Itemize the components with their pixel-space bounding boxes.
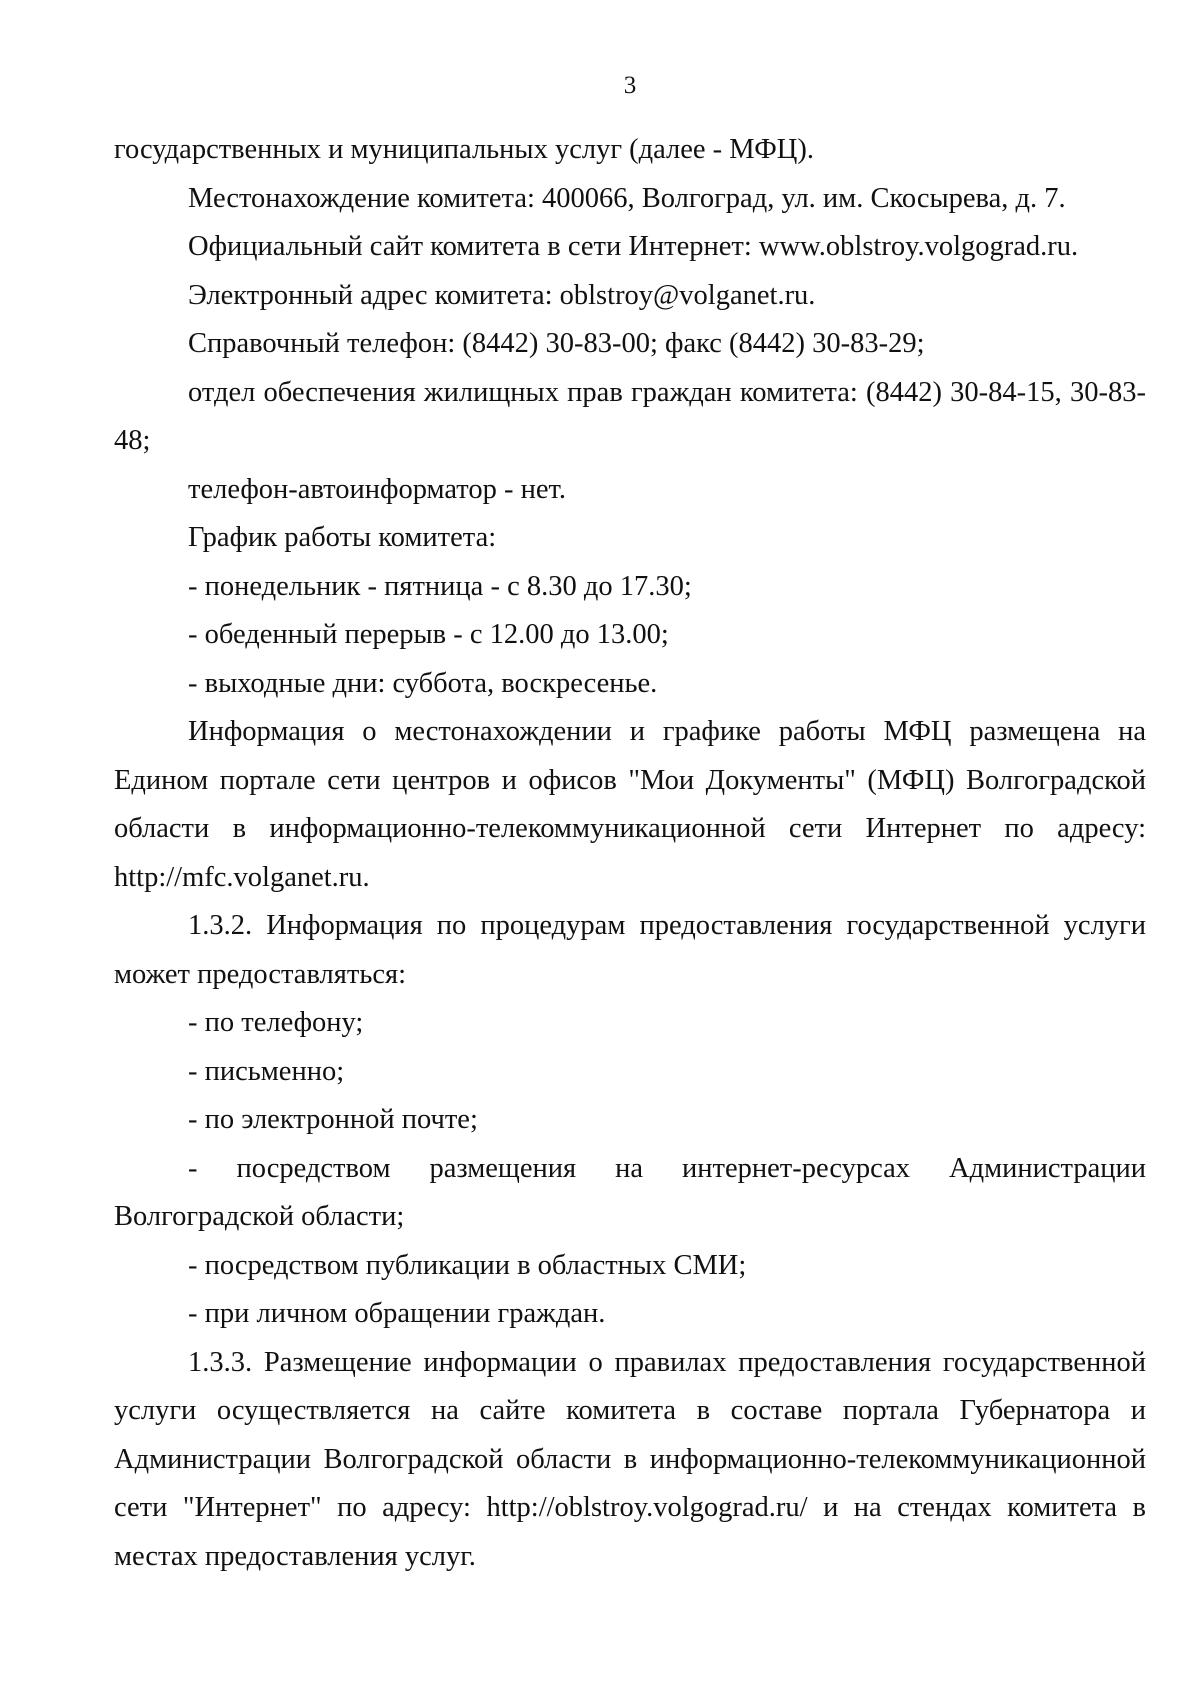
list-item-email: - по электронной почте;: [188, 1104, 478, 1135]
paragraph-website: Официальный сайт комитета в сети Интернет: www.oblstroy.volgograd.ru.: [188, 231, 1079, 262]
paragraph-mfc-info: Информация о местонахождении и графике работы МФЦ размещена на Едином портале сети центров и офисов "Мои Документы" (МФЦ) Волгоградской области в информационно-телекоммуникационной сети Интернет по адресу: http://mfc.volganet.ru.: [114, 716, 1146, 893]
list-item-phone: - по телефону;: [188, 1007, 364, 1038]
document-body: [114, 126, 1146, 1581]
paragraph-schedule-heading: График работы комитета:: [188, 522, 497, 553]
list-item-writing: - письменно;: [188, 1055, 345, 1087]
paragraph-autoinformer: телефон-автоинформатор - нет.: [188, 473, 566, 505]
paragraph-1-3-3: 1.3.3. Размещение информации о правилах предоставления государственной услуги осуществляется на сайте комитета в составе портала Губернатора и Администрации Волгоградской области в информационно-телекоммуникационной сети "Интернет" по адресу: http://oblstroy.volgograd.ru/ и на стендах комитета в местах предоставления услуг.: [114, 1346, 1146, 1572]
list-item-media: - посредством публикации в областных СМИ;: [188, 1249, 747, 1281]
paragraph-email: Электронный адрес комитета: oblstroy@volganet.ru.: [188, 279, 816, 311]
paragraph-phone: Справочный телефон: (8442) 30-83-00; факс (8442) 30-83-29;: [188, 328, 925, 359]
paragraph-mfc-continuation: государственных и муниципальных услуг (далее - МФЦ).: [114, 134, 814, 165]
schedule-item-lunch: - обеденный перерыв - с 12.00 до 13.00;: [188, 619, 669, 650]
list-item-personal: - при личном обращении граждан.: [188, 1298, 606, 1329]
paragraph-location: Местонахождение комитета: 400066, Волгоград, ул. им. Скосырева, д. 7.: [188, 182, 1066, 214]
paragraph-1-3-2: 1.3.2. Информация по процедурам предоставления государственной услуги может предоставляться:: [114, 910, 1146, 990]
paragraph-housing-department: отдел обеспечения жилищных прав граждан комитета: (8442) 30-84-15, 30-83-48;: [114, 376, 1146, 456]
list-item-internet-resources: - посредством размещения на интернет-ресурсах Администрации Волгоградской области;: [114, 1152, 1146, 1232]
schedule-item-weekdays: - понедельник - пятница - с 8.30 до 17.30;: [188, 570, 692, 602]
schedule-item-weekend: - выходные дни: суббота, воскресенье.: [188, 667, 658, 699]
page-number: 3: [623, 72, 637, 99]
